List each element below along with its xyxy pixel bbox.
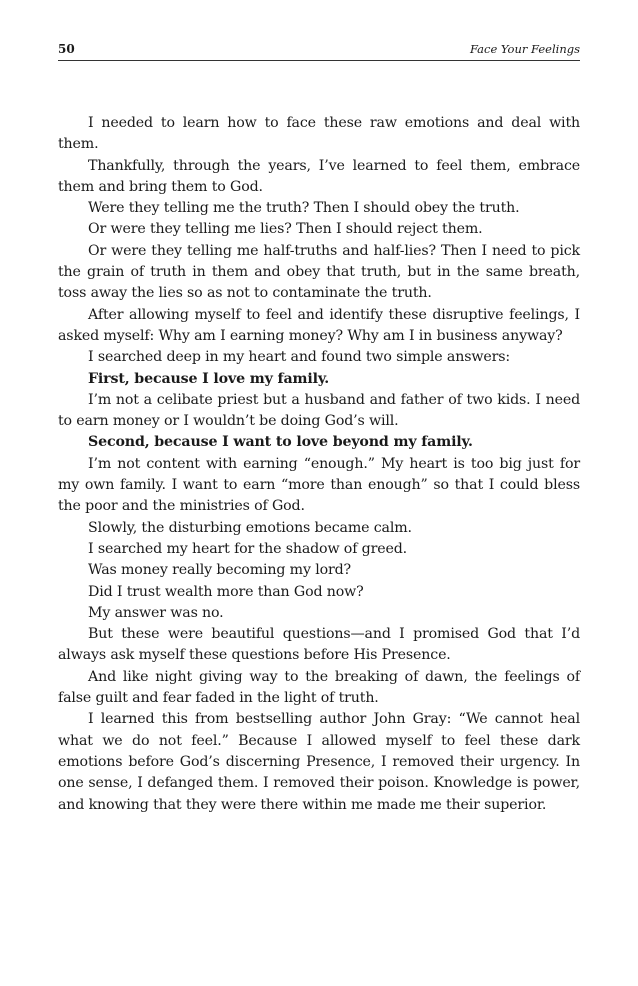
paragraph: But these were beautiful questions—and I promised God that I’d always ask myself these questions before His Presence. bbox=[58, 626, 580, 664]
paragraph: Did I trust wealth more than God now? bbox=[88, 583, 364, 600]
paragraph: And like night giving way to the breaking of dawn, the feelings of false guilt and fear faded in the light of truth. bbox=[58, 668, 580, 707]
paragraph: Thankfully, through the years, I’ve learned to feel them, embrace them and bring them to God. bbox=[58, 157, 580, 195]
page-number: 50 bbox=[58, 42, 75, 56]
paragraph: I’m not content with earning “enough.” My heart is too big just for my own family. I want to earn “more than enough” so that I could bless the poor and the ministries of God. bbox=[58, 455, 580, 515]
paragraph: After allowing myself to feel and identify these disruptive feelings, I asked myself: Why am I earning money? Why am I in business anyway? bbox=[58, 306, 580, 344]
paragraph: Were they telling me the truth? Then I should obey the truth. bbox=[88, 200, 520, 217]
paragraph: Was money really becoming my lord? bbox=[88, 562, 351, 579]
bold-answer-first: First, because I love my family. bbox=[88, 370, 330, 387]
page-header bbox=[58, 40, 580, 61]
paragraph: Or were they telling me half-truths and half-lies? Then I need to pick the grain of truth in them and obey that truth, but in the same breath, toss away the lies so as not to contaminate the truth. bbox=[58, 242, 580, 302]
paragraph: I learned this from bestselling author John Gray: “We cannot heal what we do not feel.” Because I allowed myself to feel these dark emotions before God’s discerning Presence, I removed their urgency. In one sense, I defanged them. I removed their poison. Knowledge is power, and knowing that they were there within me made me their superior. bbox=[58, 711, 580, 813]
paragraph: I searched deep in my heart and found two simple answers: bbox=[88, 349, 510, 366]
paragraph: My answer was no. bbox=[88, 604, 224, 621]
paragraph: I’m not a celibate priest but a husband and father of two kids. I need to earn money or I wouldn’t be doing God’s will. bbox=[58, 391, 580, 430]
paragraph: I searched my heart for the shadow of greed. bbox=[88, 540, 407, 557]
running-title: Face Your Feelings bbox=[469, 42, 580, 56]
bold-answer-second: Second, because I want to love beyond my family. bbox=[88, 434, 473, 451]
paragraph: I needed to learn how to face these raw emotions and deal with them. bbox=[58, 115, 580, 153]
paragraph: Slowly, the disturbing emotions became calm. bbox=[88, 519, 412, 536]
body-text bbox=[58, 113, 580, 816]
paragraph: Or were they telling me lies? Then I should reject them. bbox=[88, 221, 483, 238]
